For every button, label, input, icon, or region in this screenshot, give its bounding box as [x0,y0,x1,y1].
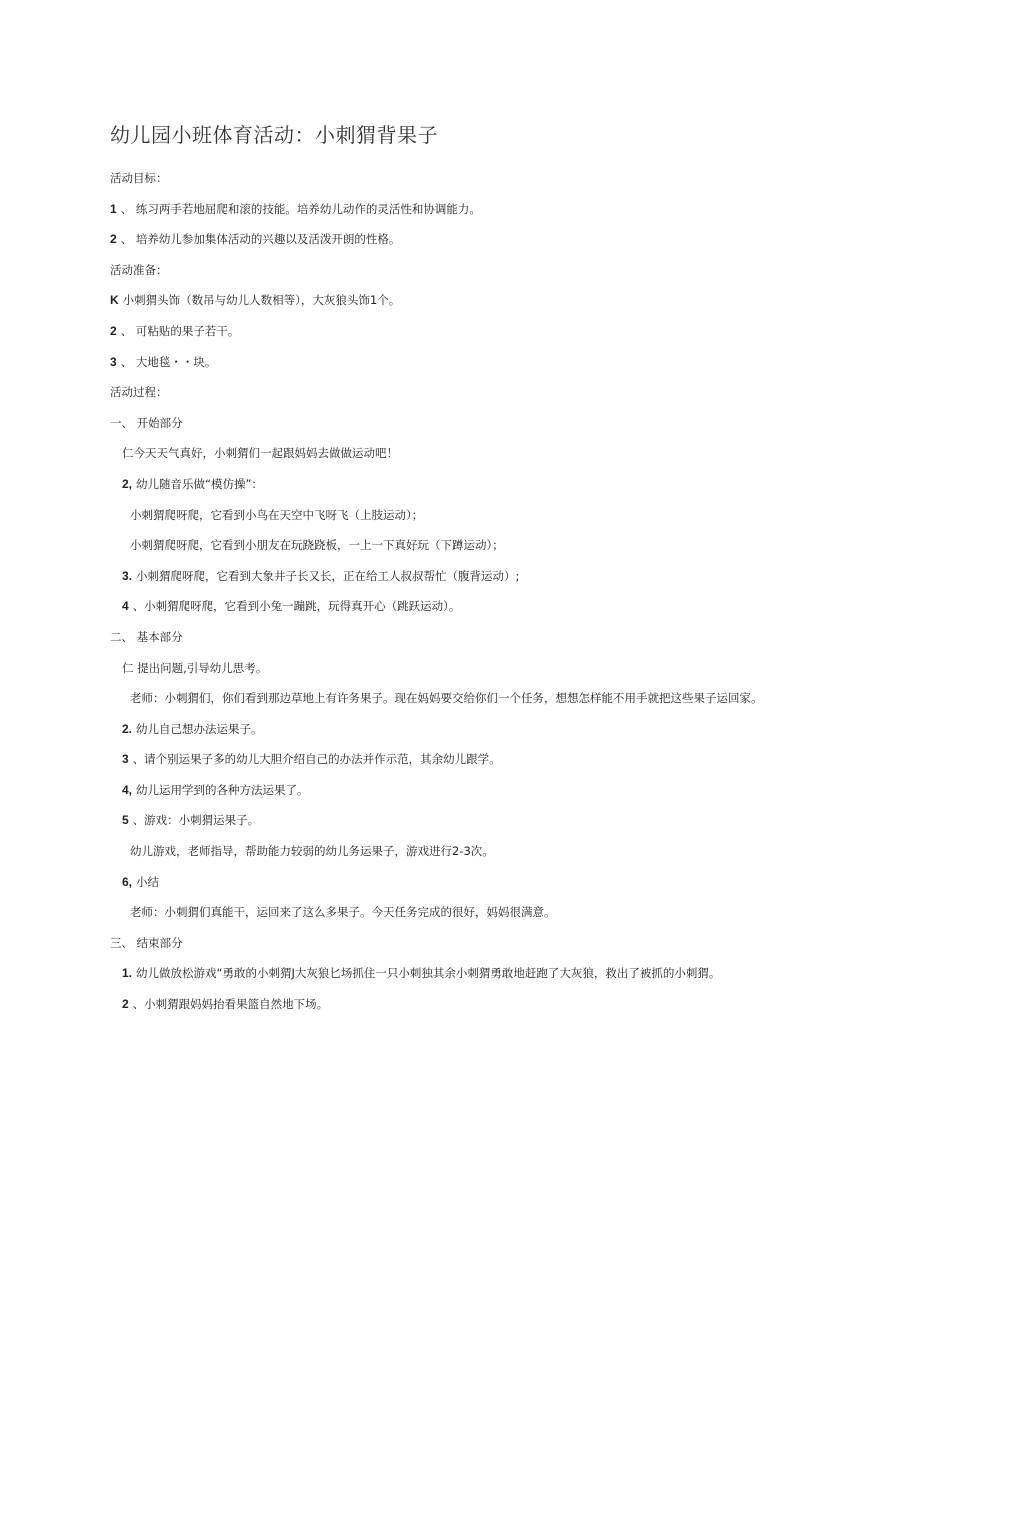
item-number: 2. [122,721,133,736]
line-text: 老师：小刺猬们，你们看到那边草地上有许务果子。现在妈妈要交给你们一个任务，想想怎样能不用手就把这些果子运回家。 [130,691,763,706]
paragraph-line [110,323,930,354]
line-text: 、小刺猬爬呀爬，它看到小兔一蹦跳，玩得真开心（跳跃运动）。 [132,599,461,614]
item-number: 3. [122,568,133,583]
line-text: 仁 提出问题,引导幼儿思考。 [122,660,268,675]
paragraph-line [110,843,930,874]
paragraph-line [110,629,930,660]
line-text: 幼儿随音乐做“模仿操”： [136,476,263,491]
line-text: 三、 结束部分 [110,935,183,950]
line-text: 幼儿做放松游戏“勇敢的小刺猬J大灰狼匕场抓住一只小刺独其余小刺猬勇敢地赶跑了大灰狼，救出了被抓的小刺猬。 [136,966,721,981]
item-number: K [110,293,119,308]
line-text: 一、 开始部分 [110,415,183,430]
item-number: 6, [122,874,133,889]
item-number: 2 [122,997,129,1012]
paragraph-line [110,384,930,415]
item-number: 5 [122,813,129,828]
item-number: 1. [122,966,133,981]
item-number: 2, [122,476,133,491]
line-text: 小刺猬爬呀爬，它看到小鸟在天空中飞呀飞（上肢运动）； [130,507,424,522]
paragraph-line [110,537,930,568]
paragraph-line [110,445,930,476]
paragraph-line [110,476,930,507]
paragraph-line [110,782,930,813]
line-text: 小刺猬头饰（数吊与幼儿人数相等），大灰狼头饰1个。 [122,293,401,308]
paragraph-line [110,965,930,996]
line-text: 小刺猬爬呀爬，它看到大象井子长又长，正在给工人叔叔帮忙（腹背运动）; [136,568,520,583]
line-text: 、游戏：小刺猬运果子。 [132,813,260,828]
line-text: 幼儿游戏，老师指导，帮助能力较弱的幼儿务运果子，游戏进行2-3次。 [130,844,494,859]
paragraph-line [110,690,930,721]
paragraph-line [110,874,930,905]
line-text: 活动过程： [110,385,168,400]
line-text: 、请个别运果子多的幼儿大胆介绍自己的办法并作示范，其余幼儿跟学。 [132,752,501,767]
paragraph-line [110,721,930,752]
paragraph-line [110,354,930,385]
line-text: 活动目标： [110,171,168,185]
line-text: 活动准备： [110,262,168,277]
paragraph-line [110,598,930,629]
paragraph-line [110,996,930,1027]
item-number: 4, [122,782,133,797]
line-text: 老师：小刺猬们真能干，运回来了这么多果子。今天任务完成的很好，妈妈很满意。 [130,905,556,920]
paragraph-line [110,660,930,691]
document-body [110,170,930,1027]
line-text: 小刺猬爬呀爬，它看到小朋友在玩跷跷板，一上一下真好玩（下蹲运动）； [130,538,504,553]
item-number: 3 [122,752,129,767]
paragraph-line [110,904,930,935]
paragraph-line [110,231,930,262]
item-number: 2 [110,323,117,338]
paragraph-line [110,415,930,446]
item-number: 4 [122,599,129,614]
line-text: 、小刺猬跟妈妈抬看果篮自然地下场。 [132,997,329,1012]
paragraph-line [110,201,930,232]
paragraph-line [110,751,930,782]
paragraph-line [110,292,930,323]
paragraph-line [110,935,930,966]
line-text: 、 培养幼儿参加集体活动的兴趣以及活泼开朗的性格。 [120,232,401,247]
item-number: 3 [110,354,117,369]
paragraph-line [110,568,930,599]
paragraph-line [110,812,930,843]
paragraph-line [110,507,930,538]
line-text: 小结 [136,874,160,889]
line-text: 仁今天天气真好，小刺猬们一起跟妈妈去做做运动吧！ [122,446,398,461]
line-text: 、 可粘贴的果子若干。 [120,323,240,338]
line-text: 、 大地毯・・块。 [120,354,217,369]
line-text: 二、 基本部分 [110,629,183,644]
paragraph-line [110,262,930,293]
paragraph-line [110,170,930,201]
line-text: 幼儿自己想办法运果子。 [136,721,263,736]
line-text: 幼儿运用学到的各种方法运果了。 [136,782,309,797]
item-number: 2 [110,232,117,247]
item-number: 1 [110,201,117,216]
line-text: 、 练习两手若地屈爬和滚的技能。培养幼儿动作的灵活性和协调能力。 [120,201,481,216]
page-title: 幼儿园小班体育活动：小刺猬背果子 [110,123,438,147]
